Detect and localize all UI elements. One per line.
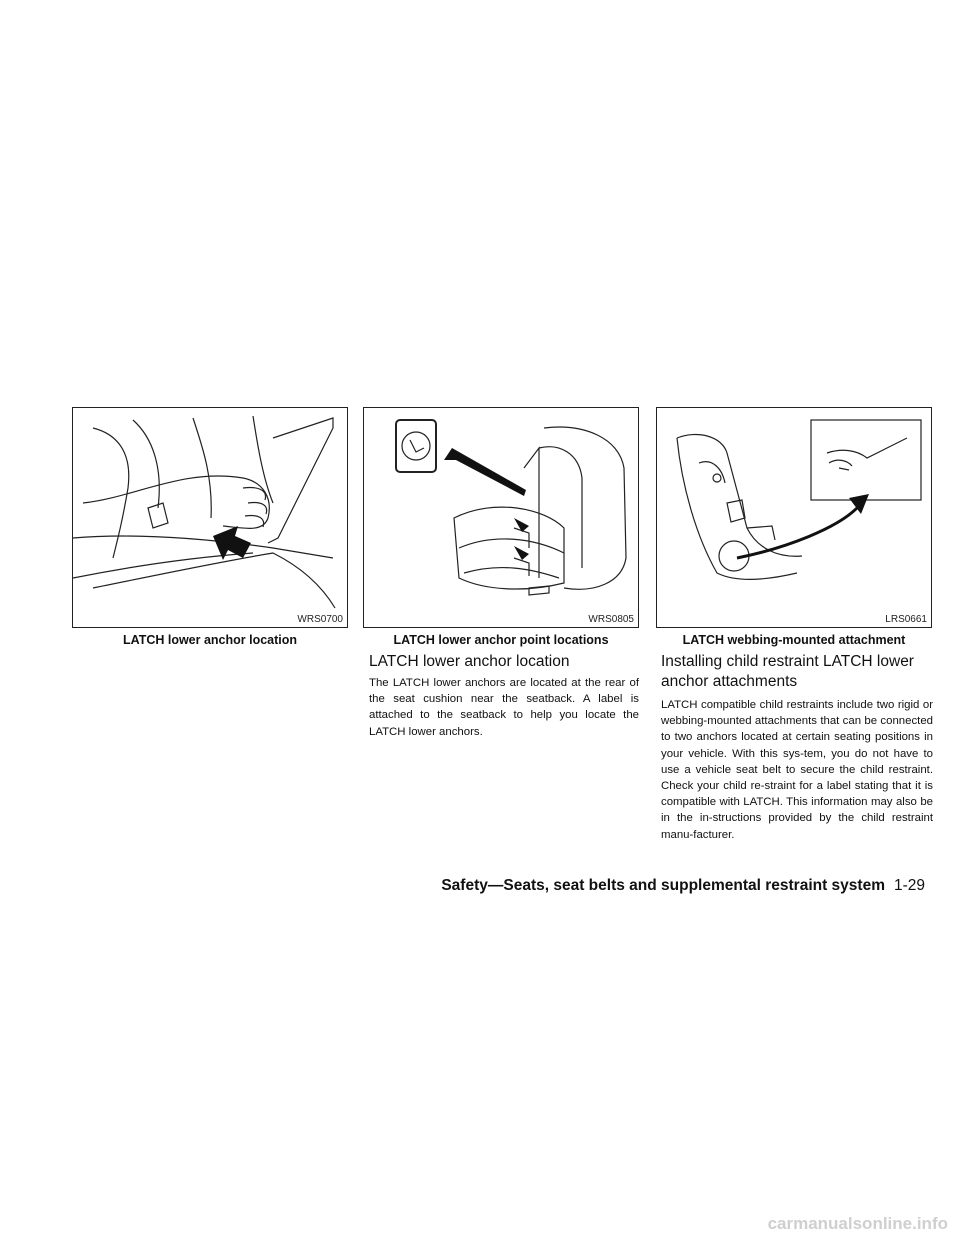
seat-hand-illustration xyxy=(73,408,347,627)
figure-webbing-attachment xyxy=(656,407,932,628)
figure-caption: LATCH lower anchor location xyxy=(122,633,298,647)
section-body: LATCH compatible child restraints include two rigid or webbing-mounted attachments that can be connected to two anchors located at certain seating positions in your vehicle. With this sys-tem, you do not have to use a vehicle seat belt to secure the child restraint. Check your child re-straint for a label stating that it is compatible with LATCH. This information may also be in the in-structions provided by the child restraint manu-facturer. xyxy=(661,699,933,841)
footer-title: Safety—Seats, seat belts and supplemental restraint system xyxy=(441,877,885,894)
rear-seat-illustration xyxy=(364,408,638,627)
page-number: 1-29 xyxy=(894,877,926,894)
arrow-icon xyxy=(514,546,529,560)
figure-code: WRS0700 xyxy=(297,614,343,625)
watermark: carmanualsonline.info xyxy=(767,1214,948,1233)
figure-caption: LATCH webbing-mounted attachment xyxy=(682,633,906,647)
arrow-icon xyxy=(514,518,529,532)
figure-lower-anchor-location xyxy=(72,407,348,628)
child-seat-illustration xyxy=(657,408,931,627)
section-heading: Installing child restraint LATCH lower anchor attachments xyxy=(661,653,914,690)
section-heading: LATCH lower anchor location xyxy=(369,653,570,670)
figure-code: WRS0805 xyxy=(588,614,634,625)
figure-caption: LATCH lower anchor point locations xyxy=(393,633,609,647)
section-body: The LATCH lower anchors are located at the rear of the seat cushion near the seatback. A label is attached to the seatback to help you locate the LATCH lower anchors. xyxy=(369,677,639,738)
figure-lower-anchor-points xyxy=(363,407,639,628)
arrow-icon xyxy=(444,448,526,496)
figure-code: LRS0661 xyxy=(885,614,927,625)
